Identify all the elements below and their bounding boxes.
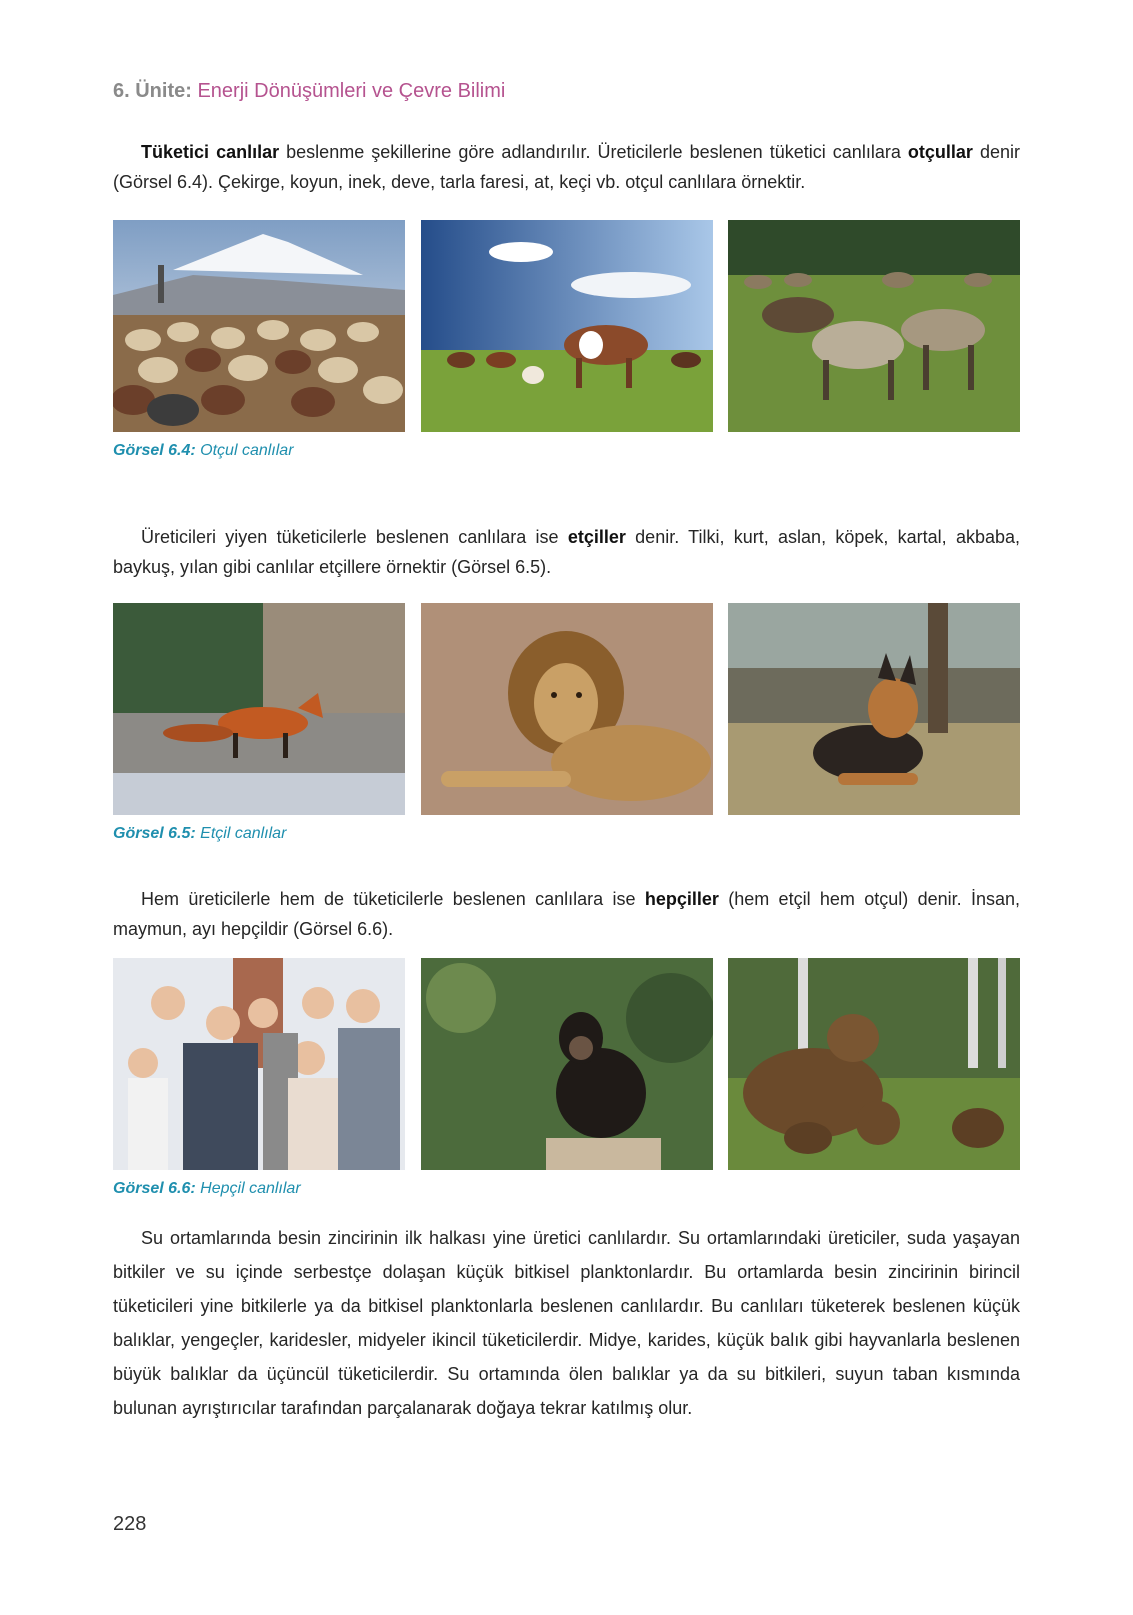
herbivore-photos	[113, 220, 1020, 432]
figure-6-4-caption	[113, 442, 294, 460]
paragraph-carnivores: Üreticileri yiyen tüketicilerle beslenen canlılara ise etçiller denir. Tilki, kurt, aslan, köpek, kartal, akbaba, baykuş, yılan gibi canlılar etçillere örnektir (Görsel 6.5).	[113, 527, 1021, 577]
omnivore-photos	[113, 958, 1020, 1170]
unit-title: Enerji Dönüşümleri ve Çevre Bilimi	[197, 80, 506, 102]
figure-caption-text: Hepçil canlılar	[200, 1180, 301, 1197]
paragraph-aquatic-food-chain: Su ortamlarında besin zincirinin ilk halkası yine üretici canlılardır. Su ortamlarındaki üreticiler, suda yaşayan bitkiler ve su içinde serbestçe dolaşan küçük bitkisel planktonlardır. Bu ortamlarda besin zincirinin birincil tüketicileri yine bitkilerle ya da bitkisel planktonlarla beslenen canlılardır. Bu canlıları tüketerek beslenen küçük balıklar, yengeçler, karidesler, midyeler ikincil tüketicilerdir. Midye, karides, küçük balık gibi hayvanlarla beslenen büyük balıklar da üçüncül tüketicilerdir. Su ortamında ölen balıklar ya da su bitkileri, suyun taban kısmında bulunan ayrıştırıcılar tarafından parçalanarak doğaya tekrar katılmış olur.	[113, 1228, 1020, 1418]
unit-number: 6. Ünite:	[113, 80, 192, 102]
term-omnivores: hepçiller	[644, 889, 719, 909]
paragraph-herbivores: Tüketici canlılar beslenme şekillerine göre adlandırılır. Üreticilerle beslenen tüketici canlılara otçullar denir (Görsel 6.4). Çekirge, koyun, inek, deve, tarla faresi, at, keçi vb. otçul canlılara örnektir.	[113, 142, 1020, 192]
term-consumers: Tüketici canlılar	[141, 142, 280, 162]
photo-horses-grazing	[728, 220, 1020, 432]
term-carnivores: etçiller	[567, 527, 626, 547]
photo-people-group	[113, 958, 405, 1170]
carnivore-photos	[113, 603, 1020, 815]
photo-bears	[728, 958, 1020, 1170]
photo-sheep-flock	[113, 220, 405, 432]
photo-cows-grazing	[421, 220, 713, 432]
paragraph-omnivores: Hem üreticilerle hem de tüketicilerle beslenen canlılara ise hepçiller (hem etçil hem otçul) denir. İnsan, maymun, ayı hepçildir (Görsel 6.6).	[113, 889, 1020, 939]
figure-caption-text: Otçul canlılar	[200, 442, 294, 459]
figure-caption-text: Etçil canlılar	[200, 825, 287, 842]
photo-lion	[421, 603, 713, 815]
figure-label: Görsel 6.5:	[113, 825, 196, 842]
figure-label: Görsel 6.6:	[113, 1180, 196, 1197]
term-herbivores: otçullar	[907, 142, 973, 162]
figure-label: Görsel 6.4:	[113, 442, 196, 459]
photo-chimpanzee	[421, 958, 713, 1170]
figure-6-5-caption	[113, 825, 286, 843]
page-number: 228	[113, 1513, 147, 1535]
photo-fox	[113, 603, 405, 815]
unit-header	[113, 80, 505, 103]
photo-dog	[728, 603, 1020, 815]
figure-6-6-caption	[113, 1180, 301, 1198]
